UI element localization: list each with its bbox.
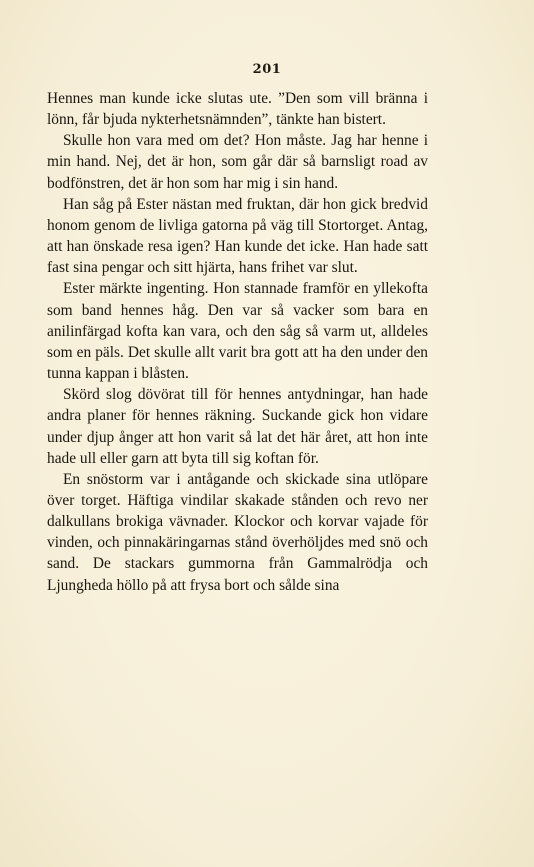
paragraph-2: Skulle hon vara med om det? Hon måste. Jag har henne i min hand. Nej, det är hon, som går där så barnsligt road av bodfönstren, det är hon som har mig i sin hand.	[47, 132, 428, 192]
paragraph-6: En snöstorm var i antågande och skickade sina utlöpare över torget. Häftiga vindilar skakade stånden och revo ner dalkullans brokiga vävnader. Klockor och korvar vajade för vinden, och pinnakäringarnas stånd överhöljdes med snö och sand. De stackars gummorna från Gammalrödja och Ljungheda höllo på att frysa bort och sålde sina	[47, 470, 428, 594]
paragraph-3: Han såg på Ester nästan med fruktan, där hon gick bredvid honom genom de livliga gatorna på väg till Stortorget. Antag, att han önskade resa igen? Han kunde det icke. Han hade satt fast sina pengar och sitt hjärta, hans frihet var slut.	[47, 195, 428, 277]
body-text	[47, 88, 428, 596]
paragraph-4: Ester märkte ingenting. Hon stannade framför en yllekofta som band hennes håg. Den var så vacker som bara en anilinfärgad kofta kan vara, och den såg så varm ut, alldeles som en päls. Det skulle allt varit bra gott att ha den under den tunna kappan i blåsten.	[47, 280, 428, 383]
page-number: 201	[252, 62, 282, 77]
paragraph-5: Skörd slog dövörat till för hennes antydningar, han hade andra planer för hennes räkning. Suckande gick hon vidare under djup ånger att hon varit så lat det här året, att hon inte hade ull eller garn att byta till sig koftan för.	[47, 386, 428, 467]
paragraph-1: Hennes man kunde icke slutas ute. ”Den som vill bränna i lönn, får bjuda nykterhetsnämnden”, tänkte han bistert.	[47, 90, 428, 129]
